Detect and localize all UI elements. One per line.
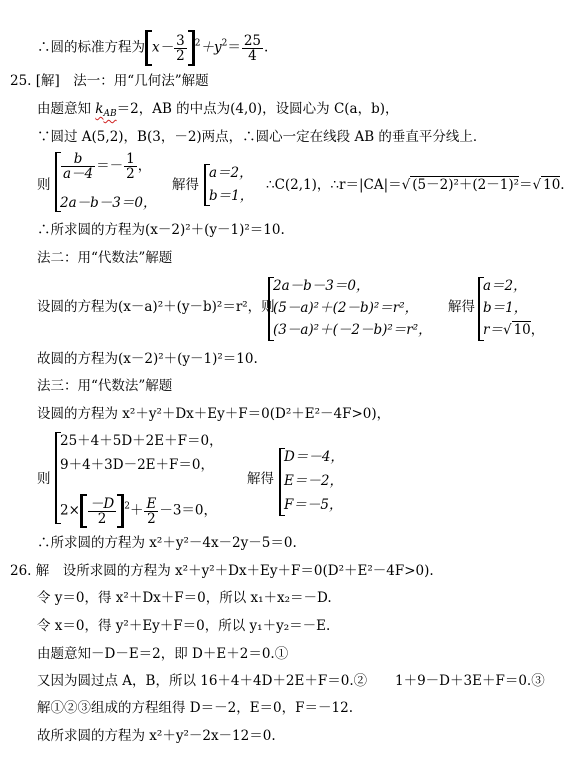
p25-m3-set: 设圆的方程为 x²＋y²＋Dx＋Ey＋F＝0(D²＋E²－4F>0)， <box>37 406 391 422</box>
numerator: 25 <box>243 32 262 49</box>
p25-radius: ∴C(2,1)，∴r＝|CA|＝√ (5－2)²＋(2－1)²＝√ 10. <box>266 177 565 193</box>
p25-m3-result: ∴所求圆的方程为 x²＋y²－4x－2y－5＝0. <box>37 535 297 551</box>
text: ， <box>137 158 152 174</box>
paren-right <box>117 494 124 528</box>
p25-sys1-eq1 <box>60 152 151 181</box>
text: ＝ <box>227 39 241 56</box>
p25-m2-eq1: 2a－b－3＝0， <box>273 278 370 294</box>
sqrt-content: 10 <box>513 322 531 338</box>
p25-m3-then: 则 <box>37 471 51 487</box>
p25-then: 则 <box>37 177 51 193</box>
p25-solve1: 解得 <box>172 177 199 193</box>
denominator: 4 <box>248 47 257 64</box>
fraction <box>174 34 187 63</box>
p25-m2-r2: b＝1， <box>483 300 528 316</box>
text: 由题意知 <box>37 101 96 117</box>
numerator: E <box>146 495 157 512</box>
p25-sys1-eq2: 2a－b－3＝0， <box>60 195 157 211</box>
text: ∴圆的标准方程为 <box>37 39 145 56</box>
text: ， <box>530 322 545 338</box>
p25-m3-solve: 解得 <box>247 471 274 487</box>
p25-m3-eq3: 2× $\frac{-D}{2}$ $^2$＋ $\frac{E}{2}$ －3＝0， <box>60 495 218 527</box>
p25-m3-r3: F＝－5， <box>284 497 343 513</box>
paren-right <box>188 30 195 66</box>
fraction <box>61 152 95 181</box>
p25-m2-solve: 解得 <box>448 299 475 315</box>
text: ＝2，AB 的中点为(4,0)，设圆心为 C(a，b)， <box>116 101 399 117</box>
superscript: 2 <box>221 38 228 49</box>
p26-line2: 令 x＝0，得 y²＋Ey＋F＝0，所以 y₁＋y₂＝－E. <box>37 618 331 634</box>
text: 2× <box>60 502 80 519</box>
p25-method2: 法二：用“代数法”解题 <box>37 250 173 266</box>
text: r＝ <box>483 322 503 338</box>
text: . <box>264 39 269 56</box>
text: ＋ <box>129 502 144 519</box>
text: ＝－ <box>96 158 124 174</box>
p26-line5: 解①②③组成的方程组得 D＝－2，E＝0，F＝－12. <box>37 700 353 716</box>
fraction <box>88 497 116 526</box>
p26-heading: 26. 解 设所求圆的方程为 x²＋y²＋Dx＋Ey＋F＝0(D²＋E²－4F>0). <box>10 563 434 579</box>
p25-m3-r2: E＝－2， <box>284 473 343 489</box>
p26-line4a: 又因为圆过点 A，B，所以 16＋4＋4D＋2E＋F＝0.② <box>37 673 368 689</box>
text: ∴C(2,1)，∴r＝|CA|＝ <box>266 177 402 193</box>
numerator: 1 <box>126 151 135 167</box>
denominator: 2 <box>176 47 185 64</box>
p25-result1: ∴所求圆的方程为(x－2)²＋(y－1)²＝10. <box>37 222 285 238</box>
subscript: AB <box>103 109 117 119</box>
p25-m2-set: 设圆的方程为(x－a)²＋(y－b)²＝r²，则 <box>37 299 275 315</box>
denominator: a－4 <box>63 166 94 182</box>
p25-m2-r1: a＝2， <box>483 278 527 294</box>
p26-line3: 由题意知－D－E＝2，即 D＋E＋2＝0.① <box>37 646 289 662</box>
text: k <box>95 101 104 117</box>
p25-m3-eq1: 25＋4＋5D＋2E＋F＝0， <box>60 433 223 449</box>
fraction <box>242 34 263 63</box>
p26-line1: 令 y＝0，得 x²＋Dx＋F＝0，所以 x₁＋x₂＝－D. <box>37 590 332 606</box>
fraction <box>124 152 137 181</box>
p25-line1 <box>37 100 399 118</box>
text: ＝ <box>519 177 533 193</box>
p25-m3-r1: D＝－4， <box>284 449 344 465</box>
superscript: 2 <box>194 38 201 49</box>
text: x－ <box>152 39 174 56</box>
line-standard-eq <box>37 30 268 66</box>
p25-sol1-a: a＝2， <box>209 165 253 181</box>
numerator: 3 <box>176 32 185 49</box>
numerator: b <box>61 152 95 167</box>
fraction <box>144 497 158 526</box>
paren-left <box>80 494 87 528</box>
p26-line6: 故所求圆的方程为 x²＋y²－2x－12＝0. <box>37 728 276 744</box>
p25-m2-r3: r＝√ 10， <box>483 322 545 338</box>
paren-left <box>145 30 152 66</box>
p26-line4b: 1＋9－D＋3E＋F＝0.③ <box>395 673 545 689</box>
sqrt-content: 10 <box>543 177 561 193</box>
denominator: 2 <box>126 166 135 182</box>
text: －3＝0， <box>159 502 218 519</box>
p25-m2-result: 故圆的方程为(x－2)²＋(y－1)²＝10. <box>37 351 258 367</box>
denominator: 2 <box>147 510 156 527</box>
p25-line2: ∵圆过 A(5,2)，B(3，－2)两点，∴圆心一定在线段 AB 的垂直平分线上． <box>37 129 487 145</box>
p25-m2-eq3: (3－a)²＋(－2－b)²＝r²， <box>273 322 432 338</box>
p25-method3: 法三：用“代数法”解题 <box>37 378 173 394</box>
text: . <box>560 177 565 193</box>
p25-heading: 25. [解] 法一：用“几何法”解题 <box>10 73 209 89</box>
numerator: －D <box>89 495 115 512</box>
p25-m2-eq2: (5－a)²＋(2－b)²＝r²， <box>273 300 419 316</box>
denominator: 2 <box>97 510 107 527</box>
p25-sol1-b: b＝1， <box>209 188 254 204</box>
p25-m3-eq2: 9＋4＋3D－2E＋F＝0， <box>60 457 214 473</box>
sqrt-content: (5－2)²＋(2－1)² <box>412 177 519 193</box>
text: ＋y <box>200 39 222 56</box>
